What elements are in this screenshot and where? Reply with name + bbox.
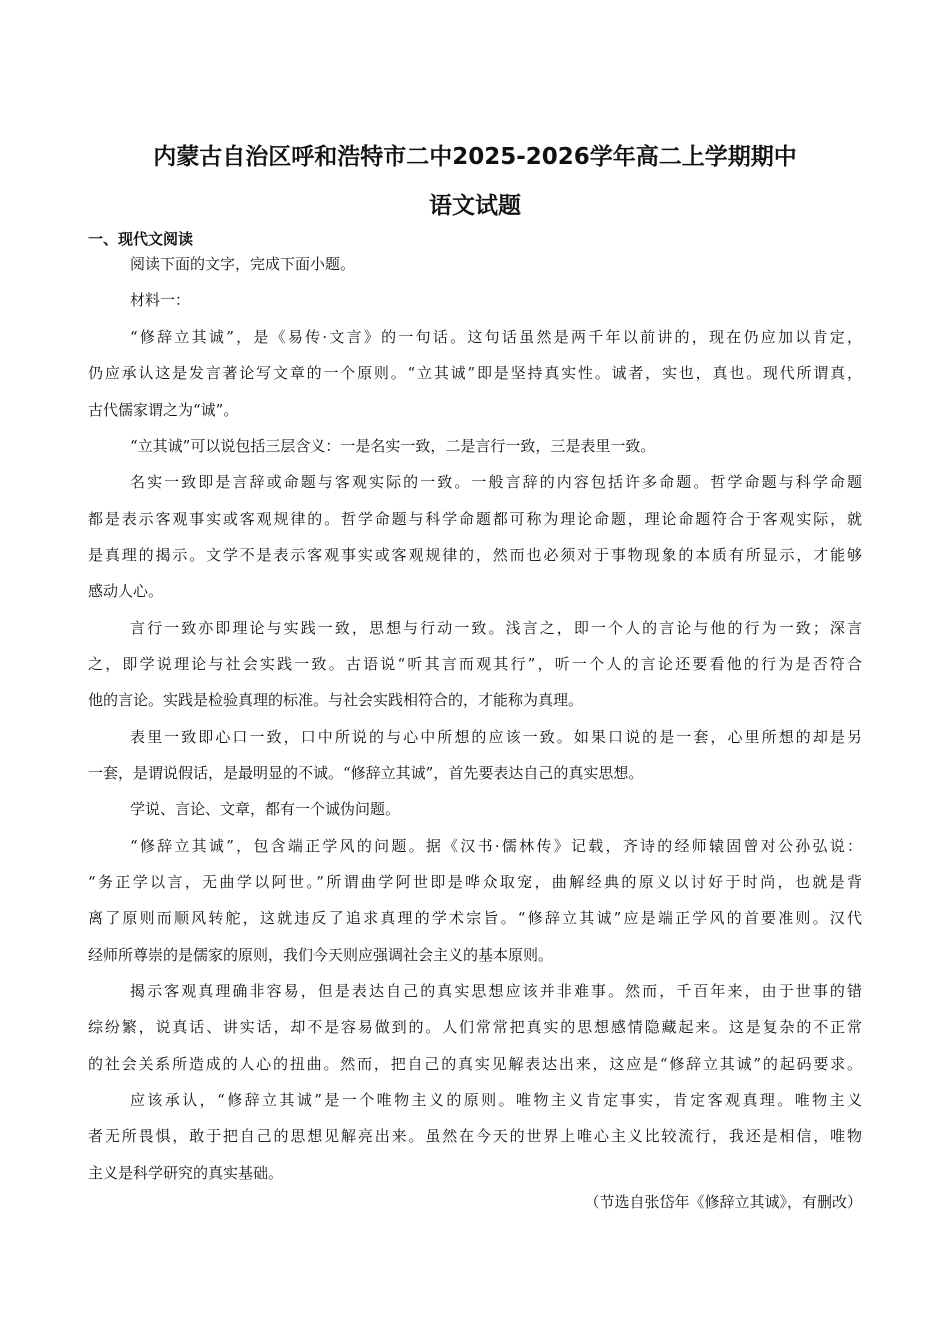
paragraph-line: 主义是科学研究的真实基础。 — [88, 1164, 284, 1182]
section-heading: 一、现代文阅读 — [88, 230, 194, 248]
paragraph-line: 一套，是谓说假话，是最明显的不诚。“修辞立其诚”，首先要表达自己的真实思想。 — [88, 764, 644, 782]
paragraph-line: 他的言论。实践是检验真理的标准。与社会实践相符合的，才能称为真理。 — [88, 691, 584, 709]
paragraph-line: 离了原则而顺风转舵，这就违反了追求真理的学术宗旨。“修辞立其诚”应是端正学风的首要准则。汉代 — [88, 909, 862, 927]
document-title: 内蒙古自治区呼和浩特市二中2025-2026学年高二上学期期中 — [153, 144, 797, 170]
paragraph-line: “务正学以言，无曲学以阿世。”所谓曲学阿世即是哗众取宠，曲解经典的原义以讨好于时尚，也就是背 — [88, 873, 862, 891]
paragraph-line: 古代儒家谓之为“诚”。 — [88, 401, 239, 419]
source-citation: （节选自张岱年《修辞立其诚》，有删改） — [584, 1193, 862, 1211]
paragraph-line: 是真理的揭示。文学不是表示客观事实或客观规律的，然而也必须对于事物现象的本质有所显示，才能够 — [88, 546, 862, 564]
paragraph-line: 经师所尊崇的是儒家的原则，我们今天则应强调社会主义的基本原则。 — [88, 946, 554, 964]
paragraph-line: 者无所畏惧，敢于把自己的思想见解亮出来。虽然在今天的世界上唯心主义比较流行，我还是相信，唯物 — [88, 1127, 862, 1145]
paragraph-line: 综纷繁，说真话、讲实话，却不是容易做到的。人们常常把真实的思想感情隐藏起来。这是复杂的不正常 — [88, 1018, 862, 1036]
paragraph-line: 名实一致即是言辞或命题与客观实际的一致。一般言辞的内容包括许多命题。哲学命题与科学命题 — [130, 473, 862, 491]
paragraph-line: “修辞立其诚”，包含端正学风的问题。据《汉书·儒林传》记载，齐诗的经师辕固曾对公孙弘说： — [130, 837, 862, 855]
document-subtitle: 语文试题 — [429, 193, 521, 219]
paragraph-line: 之，即学说理论与社会实践一致。古语说“听其言而观其行”，听一个人的言论还要看他的行为是否符合 — [88, 655, 862, 673]
instruction-line: 阅读下面的文字，完成下面小题。 — [130, 255, 356, 273]
paragraph-line: 言行一致亦即理论与实践一致，思想与行动一致。浅言之，即一个人的言论与他的行为一致；深言 — [130, 619, 862, 637]
paragraph-line: 学说、言论、文章，都有一个诚伪问题。 — [130, 800, 401, 818]
paragraph-line: 应该承认，“修辞立其诚”是一个唯物主义的原则。唯物主义肯定事实，肯定客观真理。唯物主义 — [130, 1091, 862, 1109]
paragraph-line: 仍应承认这是发言著论写文章的一个原则。“立其诚”即是坚持真实性。诚者，实也，真也。现代所谓真， — [88, 364, 862, 382]
paragraph-line: “立其诚”可以说包括三层含义：一是名实一致，二是言行一致，三是表里一致。 — [130, 437, 656, 455]
paragraph-line: “修辞立其诚”，是《易传·文言》的一句话。这句话虽然是两千年以前讲的，现在仍应加以肯定， — [130, 328, 862, 346]
paragraph-line: 的社会关系所造成的人心的扭曲。然而，把自己的真实见解表达出来，这应是“修辞立其诚”的起码要求。 — [88, 1055, 862, 1073]
paragraph-line: 感动人心。 — [88, 582, 164, 600]
paragraph-line: 都是表示客观事实或客观规律的。哲学命题与科学命题都可称为理论命题，理论命题符合于客观实际，就 — [88, 510, 862, 528]
paragraph-line: 表里一致即心口一致，口中所说的与心中所想的应该一致。如果口说的是一套，心里所想的却是另 — [130, 728, 862, 746]
material-label: 材料一： — [130, 291, 191, 309]
paragraph-line: 揭示客观真理确非容易，但是表达自己的真实思想应该并非难事。然而，千百年来，由于世事的错 — [130, 982, 862, 1000]
